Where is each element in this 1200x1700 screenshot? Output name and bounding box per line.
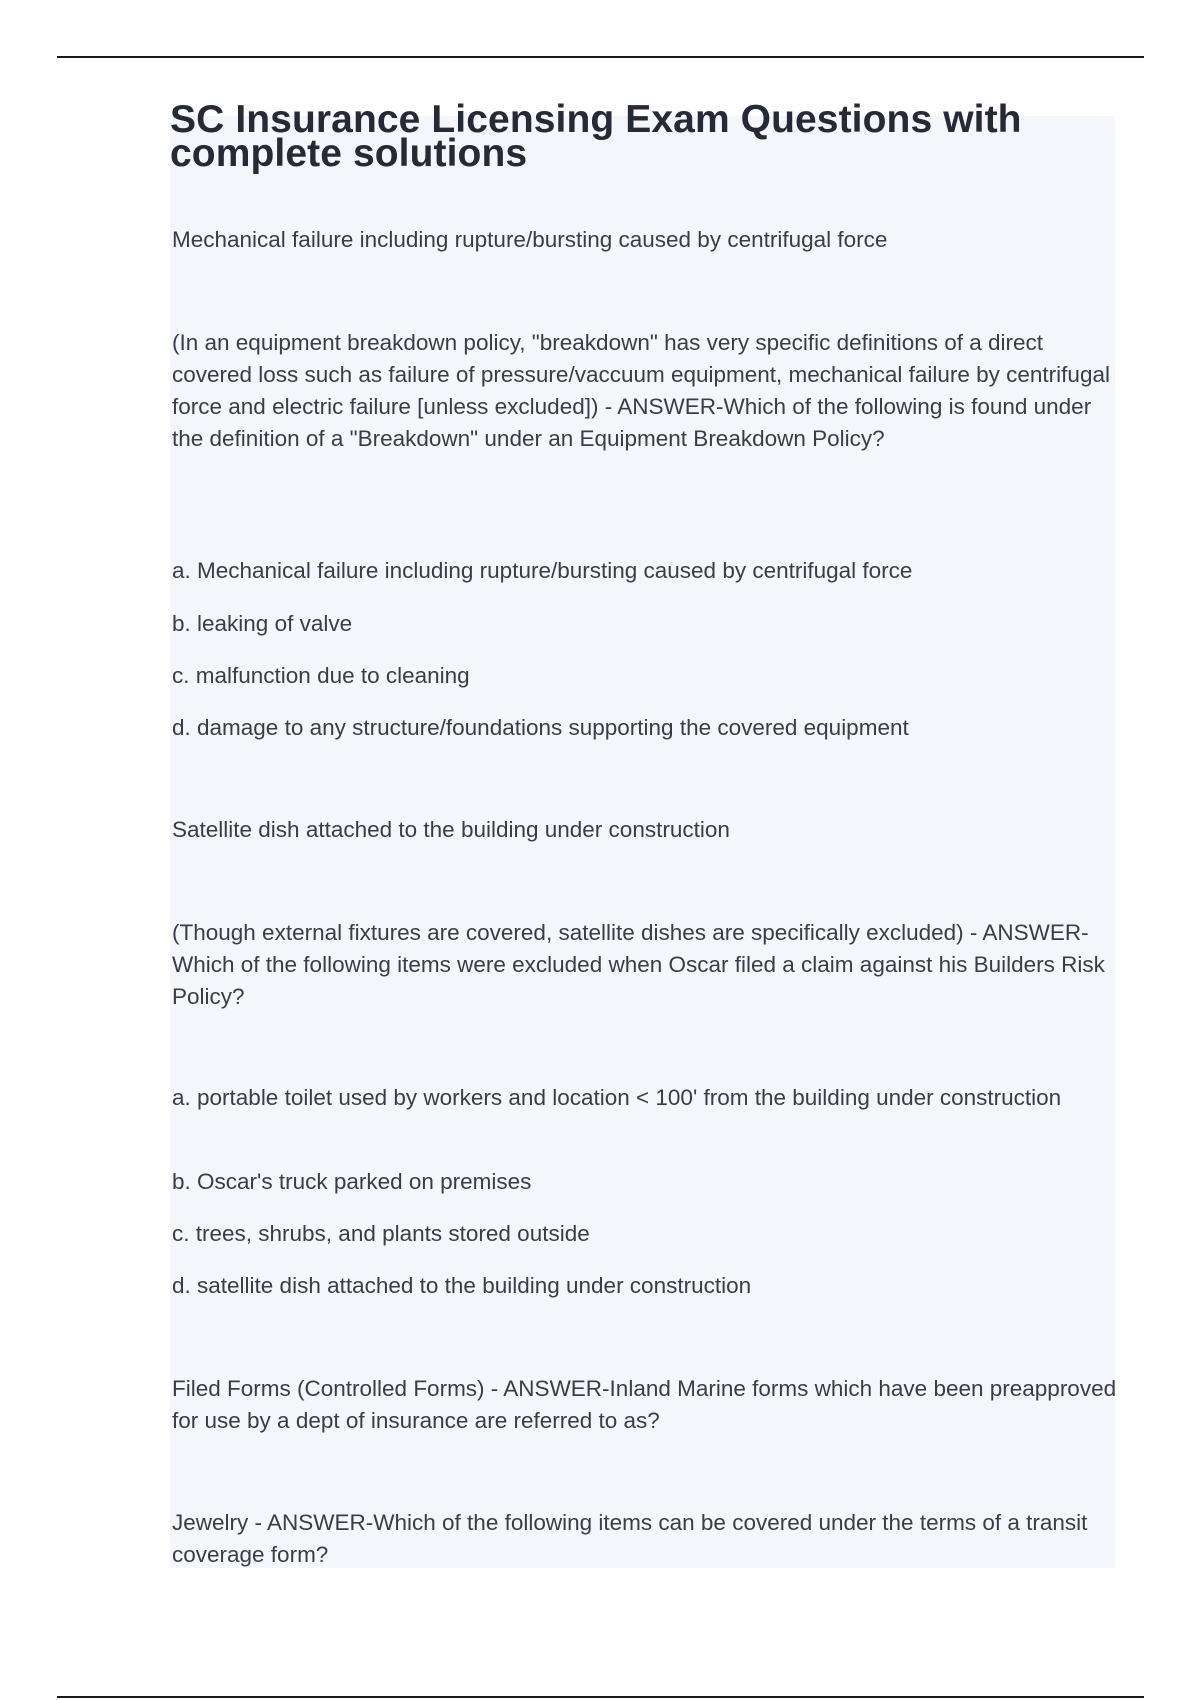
top-divider [57, 56, 1144, 58]
document-title: SC Insurance Licensing Exam Questions with complete solutions [170, 98, 1022, 175]
answer-text: Mechanical failure including rupture/bursting caused by centrifugal force [172, 227, 888, 252]
question-answer-text: Filed Forms (Controlled Forms) - ANSWER-Inland Marine forms which have been preapproved for use by a dept of insurance are referred to as? [172, 1376, 1117, 1433]
explanation-question-text: (In an equipment breakdown policy, "breakdown" has very specific definitions of a direct covered loss such as failure of pressure/vaccuum equipment, mechanical failure by centrifugal force and electric failure [unless excluded]) - ANSWER-Which of the following is found under the definition of a "Breakdown" under an Equipment Breakdown Policy? [172, 330, 1110, 451]
explanation-question-text: (Though external fixtures are covered, satellite dishes are specifically excluded) - ANSWER-Which of the following items were excluded when Oscar filed a claim against his Builders Risk Policy? [172, 920, 1105, 1009]
option-a: a. portable toilet used by workers and location < 100' from the building under construction [172, 1085, 1062, 1110]
option-c: c. trees, shrubs, and plants stored outside [172, 1221, 590, 1246]
question-answer-text: Jewelry - ANSWER-Which of the following items can be covered under the terms of a transit coverage form? [172, 1510, 1088, 1567]
option-a: a. Mechanical failure including rupture/bursting caused by centrifugal force [172, 558, 913, 583]
option-b: b. Oscar's truck parked on premises [172, 1169, 532, 1194]
answer-text: Satellite dish attached to the building under construction [172, 817, 730, 842]
bottom-divider [57, 1696, 1144, 1698]
option-d: d. damage to any structure/foundations supporting the covered equipment [172, 715, 909, 740]
option-d: d. satellite dish attached to the building under construction [172, 1273, 752, 1298]
option-c: c. malfunction due to cleaning [172, 663, 470, 688]
option-b: b. leaking of valve [172, 611, 353, 636]
